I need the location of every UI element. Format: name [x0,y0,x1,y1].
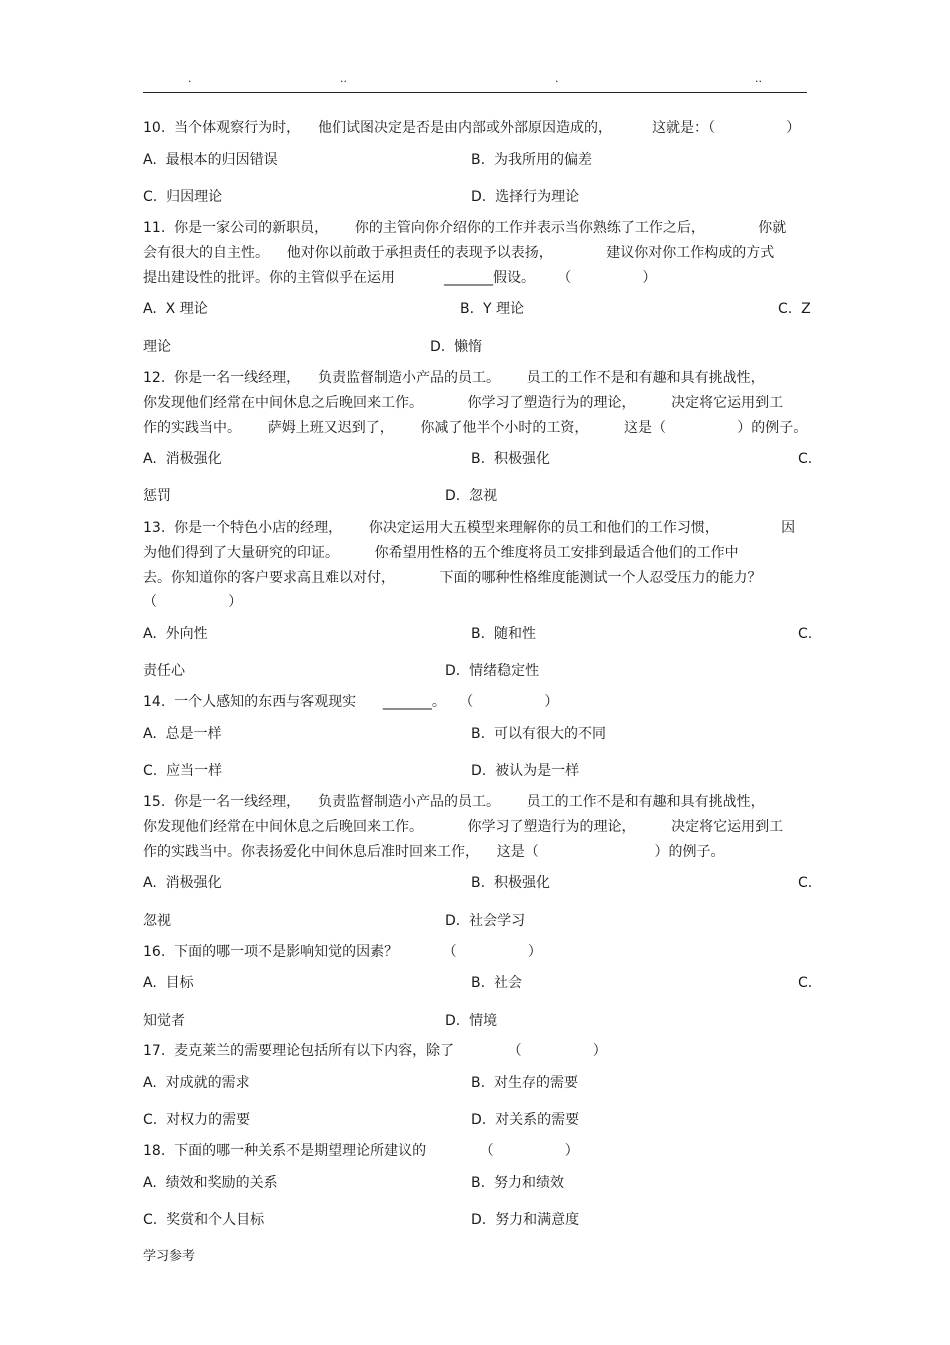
q16-option-b: B. 社会 [471,975,522,991]
q14-option-a: A. 总是一样 [143,726,222,742]
q15-option-a: A. 消极强化 [143,875,222,891]
header-mark: . [188,72,192,85]
q13-option-b: B. 随和性 [471,626,536,642]
question-12-line-3: 作的实践当中。 萨姆上班又迟到了， 你减了他半个小时的工资， 这是（ ）的例子。 [143,420,808,436]
q12-option-c-cont: 惩罚 [143,488,171,504]
question-10-line-1: 10. 当个体观察行为时， 他们试图决定是否是由内部或外部原因造成的， 这就是：（ ） [143,120,801,136]
q12-option-b: B. 积极强化 [471,451,550,467]
question-17-line-1: 17. 麦克莱兰的需要理论包括所有以下内容，除了 （ ） [143,1043,607,1059]
q14-option-b: B. 可以有很大的不同 [471,726,606,742]
q10-option-a: A. 最根本的归因错误 [143,152,278,168]
q11-option-c: C. Z [778,301,811,317]
question-13-line-1: 13. 你是一个特色小店的经理， 你决定运用大五模型来理解你的员工和他们的工作习惯， 因 [143,520,796,536]
q11-option-b: B. Y 理论 [460,301,524,317]
q17-option-c: C. 对权力的需要 [143,1112,251,1128]
q17-option-d: D. 对关系的需要 [471,1112,580,1128]
header-mark: .. [340,72,347,85]
q12-option-a: A. 消极强化 [143,451,222,467]
q10-option-c: C. 归因理论 [143,189,223,205]
header-mark: .. [755,72,762,85]
q15-option-d: D. 社会学习 [445,913,526,929]
question-15-line-2: 你发现他们经常在中间休息之后晚回来工作。 你学习了塑造行为的理论， 决定将它运用到工 [143,819,784,835]
q17-option-a: A. 对成就的需求 [143,1075,250,1091]
question-11-line-3: 提出建设性的批评。你的主管似乎在运用 _______假设。 （ ） [143,270,657,286]
question-12-line-1: 12. 你是一名一线经理， 负责监督制造小产品的员工。 员工的工作不是和有趣和具有挑战性， [143,370,765,386]
question-15-line-1: 15. 你是一名一线经理， 负责监督制造小产品的员工。 员工的工作不是和有趣和具有挑战性， [143,794,765,810]
q16-option-c: C. [798,975,813,991]
question-11-line-1: 11. 你是一家公司的新职员， 你的主管向你介绍你的工作并表示当你熟练了工作之后， 你就 [143,220,787,236]
question-13-line-2: 为他们得到了大量研究的印证。 你希望用性格的五个维度将员工安排到最适合他们的工作中 [143,545,739,561]
question-18-line-1: 18. 下面的哪一种关系不是期望理论所建议的 （ ） [143,1143,579,1159]
question-13-line-4: （ ） [143,594,243,610]
q12-option-d: D. 忽视 [445,488,498,504]
q16-option-a: A. 目标 [143,975,194,991]
header-mark: . [555,72,559,85]
q10-option-b: B. 为我所用的偏差 [471,152,592,168]
q11-option-c-cont: 理论 [143,339,171,355]
q18-option-c: C. 奖赏和个人目标 [143,1212,265,1228]
question-14-line-1: 14. 一个人感知的东西与客观现实 _______。 （ ） [143,694,559,710]
page-header-rule [143,72,807,93]
q11-option-d: D. 懒惰 [430,339,483,355]
page-footer: 学习参考 [143,1249,196,1264]
question-11-line-2: 会有很大的自主性。 他对你以前敢于承担责任的表现予以表扬， 建议你对你工作构成的方式 [143,245,775,261]
q16-option-d: D. 情境 [445,1013,498,1029]
q12-option-c: C. [798,451,813,467]
q13-option-a: A. 外向性 [143,626,208,642]
q13-option-c-cont: 责任心 [143,663,185,679]
q18-option-a: A. 绩效和奖励的关系 [143,1175,278,1191]
q13-option-d: D. 情绪稳定性 [445,663,540,679]
q14-option-c: C. 应当一样 [143,763,223,779]
q10-option-d: D. 选择行为理论 [471,189,580,205]
q14-option-d: D. 被认为是一样 [471,763,580,779]
question-12-line-2: 你发现他们经常在中间休息之后晚回来工作。 你学习了塑造行为的理论， 决定将它运用到工 [143,395,784,411]
q11-option-a: A. X 理论 [143,301,208,317]
q15-option-b: B. 积极强化 [471,875,550,891]
q18-option-b: B. 努力和绩效 [471,1175,564,1191]
q16-option-c-cont: 知觉者 [143,1013,185,1029]
question-13-line-3: 去。你知道你的客户要求高且难以对付， 下面的哪种性格维度能测试一个人忍受压力的能力？ [143,570,762,586]
question-16-line-1: 16. 下面的哪一项不是影响知觉的因素？ （ ） [143,944,542,960]
q15-option-c: C. [798,875,813,891]
q18-option-d: D. 努力和满意度 [471,1212,580,1228]
q15-option-c-cont: 忽视 [143,913,171,929]
q13-option-c: C. [798,626,813,642]
q17-option-b: B. 对生存的需要 [471,1075,578,1091]
question-15-line-3: 作的实践当中。你表扬爱化中间休息后准时回来工作， 这是（ ）的例子。 [143,844,725,860]
